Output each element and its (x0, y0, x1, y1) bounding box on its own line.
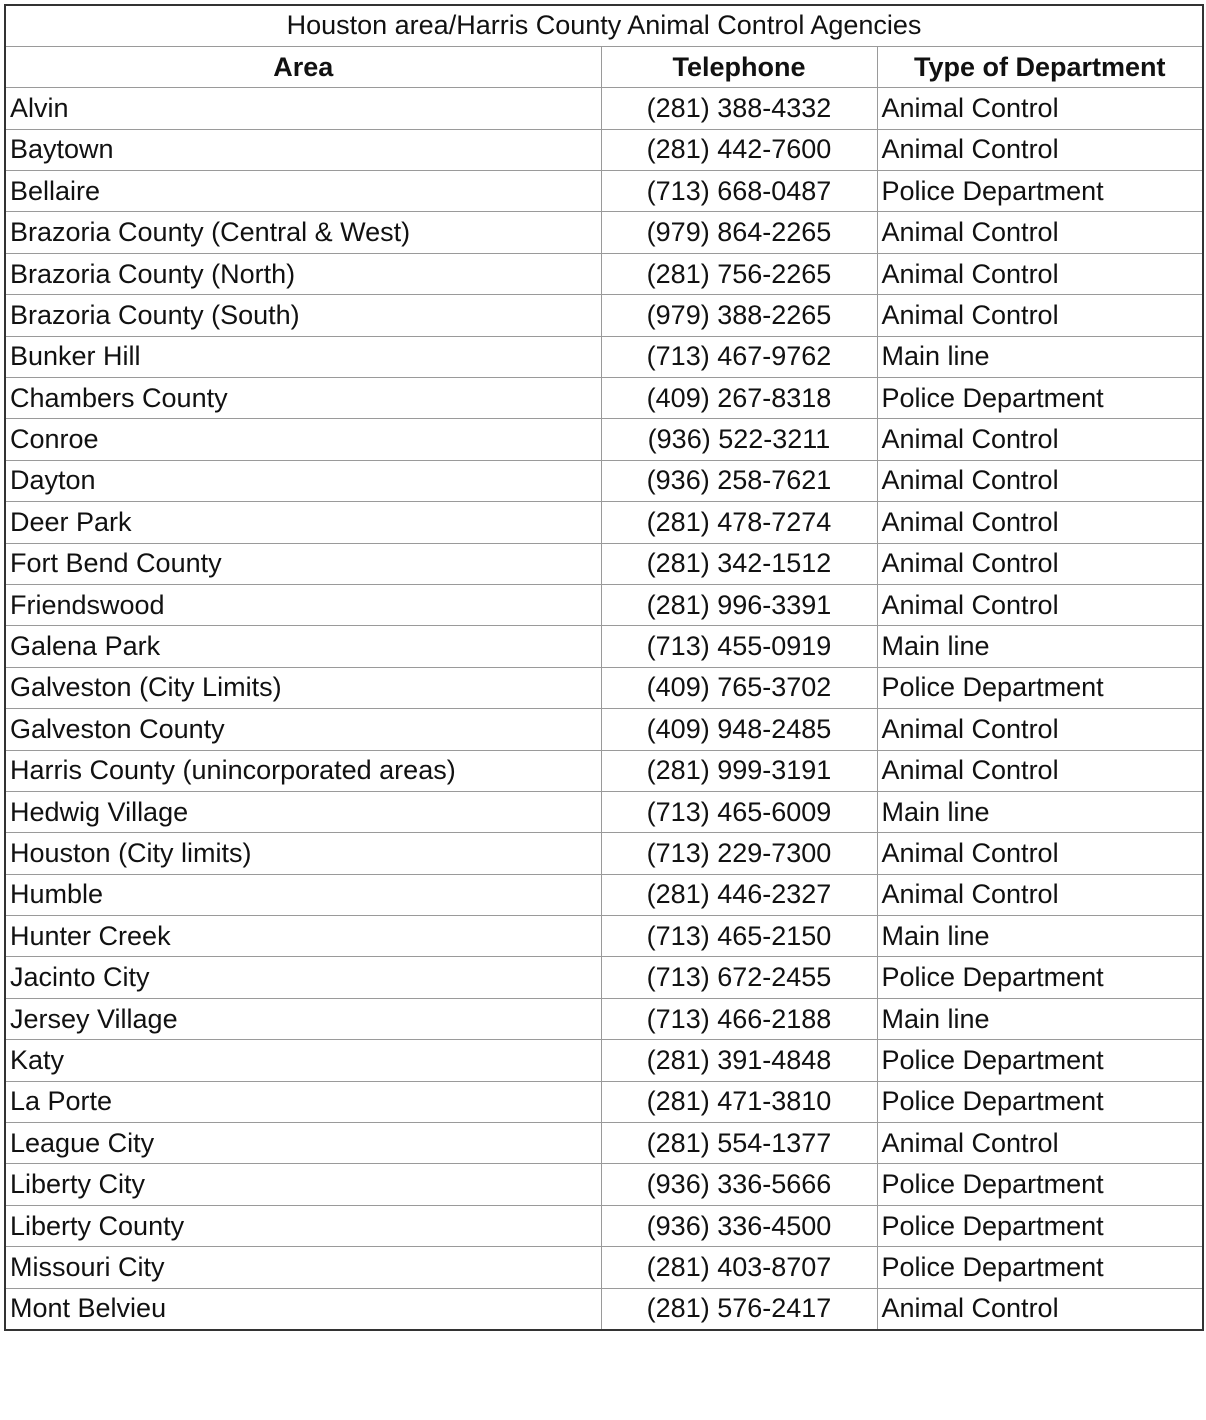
table-row (5, 1123, 1203, 1164)
table-row (5, 543, 1203, 584)
cell-telephone: (281) 478-7274 (601, 502, 877, 543)
table-row (5, 212, 1203, 253)
cell-telephone: (936) 258-7621 (601, 460, 877, 501)
cell-telephone: (281) 554-1377 (601, 1123, 877, 1164)
table-row (5, 460, 1203, 501)
cell-type: Animal Control (877, 129, 1203, 170)
table-row (5, 378, 1203, 419)
table-row (5, 1040, 1203, 1081)
cell-area: Hunter Creek (5, 916, 601, 957)
cell-telephone: (713) 672-2455 (601, 957, 877, 998)
cell-area: Brazoria County (Central & West) (5, 212, 601, 253)
cell-telephone: (979) 864-2265 (601, 212, 877, 253)
table-row (5, 129, 1203, 170)
cell-area: Fort Bend County (5, 543, 601, 584)
cell-area: Jersey Village (5, 998, 601, 1039)
cell-area: Houston (City limits) (5, 833, 601, 874)
cell-type: Animal Control (877, 460, 1203, 501)
table-row (5, 584, 1203, 625)
cell-type: Police Department (877, 1205, 1203, 1246)
cell-type: Police Department (877, 1164, 1203, 1205)
cell-type: Police Department (877, 378, 1203, 419)
agencies-table-container (4, 4, 1202, 1420)
cell-area: Conroe (5, 419, 601, 460)
cell-type: Animal Control (877, 88, 1203, 129)
table-row (5, 626, 1203, 667)
cell-telephone: (409) 948-2485 (601, 709, 877, 750)
cell-type: Main line (877, 626, 1203, 667)
cell-telephone: (281) 999-3191 (601, 750, 877, 791)
cell-area: Liberty City (5, 1164, 601, 1205)
cell-area: Baytown (5, 129, 601, 170)
table-title-row (5, 5, 1203, 46)
cell-area: Harris County (unincorporated areas) (5, 750, 601, 791)
cell-type: Police Department (877, 1081, 1203, 1122)
cell-telephone: (281) 471-3810 (601, 1081, 877, 1122)
table-body (5, 88, 1203, 1330)
header-telephone: Telephone (601, 46, 877, 87)
cell-type: Animal Control (877, 833, 1203, 874)
cell-area: Bunker Hill (5, 336, 601, 377)
cell-telephone: (713) 467-9762 (601, 336, 877, 377)
cell-area: Hedwig Village (5, 791, 601, 832)
table-row (5, 502, 1203, 543)
cell-telephone: (713) 466-2188 (601, 998, 877, 1039)
cell-telephone: (936) 336-5666 (601, 1164, 877, 1205)
cell-telephone: (281) 391-4848 (601, 1040, 877, 1081)
cell-area: Friendswood (5, 584, 601, 625)
cell-telephone: (281) 446-2327 (601, 874, 877, 915)
table-row (5, 1164, 1203, 1205)
cell-area: Galveston County (5, 709, 601, 750)
cell-telephone: (281) 996-3391 (601, 584, 877, 625)
cell-telephone: (713) 668-0487 (601, 171, 877, 212)
cell-type: Police Department (877, 1040, 1203, 1081)
table-row (5, 336, 1203, 377)
table-header-row (5, 46, 1203, 87)
table-row (5, 750, 1203, 791)
cell-type: Animal Control (877, 253, 1203, 294)
cell-type: Police Department (877, 957, 1203, 998)
cell-telephone: (281) 756-2265 (601, 253, 877, 294)
cell-telephone: (281) 388-4332 (601, 88, 877, 129)
table-row (5, 667, 1203, 708)
table-row (5, 1205, 1203, 1246)
cell-telephone: (281) 576-2417 (601, 1288, 877, 1329)
cell-type: Police Department (877, 171, 1203, 212)
cell-telephone: (936) 336-4500 (601, 1205, 877, 1246)
cell-type: Main line (877, 916, 1203, 957)
cell-area: Brazoria County (South) (5, 295, 601, 336)
table-row (5, 171, 1203, 212)
cell-telephone: (409) 267-8318 (601, 378, 877, 419)
cell-type: Animal Control (877, 709, 1203, 750)
cell-telephone: (281) 403-8707 (601, 1247, 877, 1288)
cell-type: Animal Control (877, 419, 1203, 460)
cell-type: Animal Control (877, 584, 1203, 625)
table-row (5, 1288, 1203, 1329)
cell-telephone: (713) 465-6009 (601, 791, 877, 832)
cell-type: Animal Control (877, 295, 1203, 336)
cell-area: Humble (5, 874, 601, 915)
cell-telephone: (281) 342-1512 (601, 543, 877, 584)
cell-area: Dayton (5, 460, 601, 501)
table-row (5, 253, 1203, 294)
cell-area: Chambers County (5, 378, 601, 419)
cell-area: La Porte (5, 1081, 601, 1122)
table-row (5, 295, 1203, 336)
cell-type: Animal Control (877, 1288, 1203, 1329)
table-row (5, 874, 1203, 915)
table-row (5, 916, 1203, 957)
cell-area: Galveston (City Limits) (5, 667, 601, 708)
cell-telephone: (409) 765-3702 (601, 667, 877, 708)
table-row (5, 88, 1203, 129)
cell-type: Main line (877, 998, 1203, 1039)
cell-telephone: (713) 229-7300 (601, 833, 877, 874)
table-row (5, 791, 1203, 832)
table-row (5, 419, 1203, 460)
cell-telephone: (936) 522-3211 (601, 419, 877, 460)
cell-area: Brazoria County (North) (5, 253, 601, 294)
cell-type: Main line (877, 791, 1203, 832)
cell-type: Animal Control (877, 1123, 1203, 1164)
header-area: Area (5, 46, 601, 87)
cell-telephone: (281) 442-7600 (601, 129, 877, 170)
cell-telephone: (713) 465-2150 (601, 916, 877, 957)
cell-area: Deer Park (5, 502, 601, 543)
table-title: Houston area/Harris County Animal Control Agencies (5, 5, 1203, 46)
cell-type: Animal Control (877, 874, 1203, 915)
table-row (5, 833, 1203, 874)
cell-area: Alvin (5, 88, 601, 129)
cell-area: Mont Belvieu (5, 1288, 601, 1329)
cell-area: Liberty County (5, 1205, 601, 1246)
cell-area: League City (5, 1123, 601, 1164)
cell-type: Animal Control (877, 212, 1203, 253)
table-row (5, 1081, 1203, 1122)
cell-area: Bellaire (5, 171, 601, 212)
cell-type: Police Department (877, 1247, 1203, 1288)
agencies-table (4, 4, 1204, 1331)
cell-telephone: (713) 455-0919 (601, 626, 877, 667)
cell-telephone: (979) 388-2265 (601, 295, 877, 336)
cell-area: Missouri City (5, 1247, 601, 1288)
cell-type: Police Department (877, 667, 1203, 708)
table-row (5, 1247, 1203, 1288)
cell-area: Jacinto City (5, 957, 601, 998)
cell-type: Animal Control (877, 543, 1203, 584)
header-type: Type of Department (877, 46, 1203, 87)
cell-area: Galena Park (5, 626, 601, 667)
cell-type: Animal Control (877, 502, 1203, 543)
cell-type: Animal Control (877, 750, 1203, 791)
table-row (5, 709, 1203, 750)
table-row (5, 957, 1203, 998)
table-row (5, 998, 1203, 1039)
cell-area: Katy (5, 1040, 601, 1081)
cell-type: Main line (877, 336, 1203, 377)
